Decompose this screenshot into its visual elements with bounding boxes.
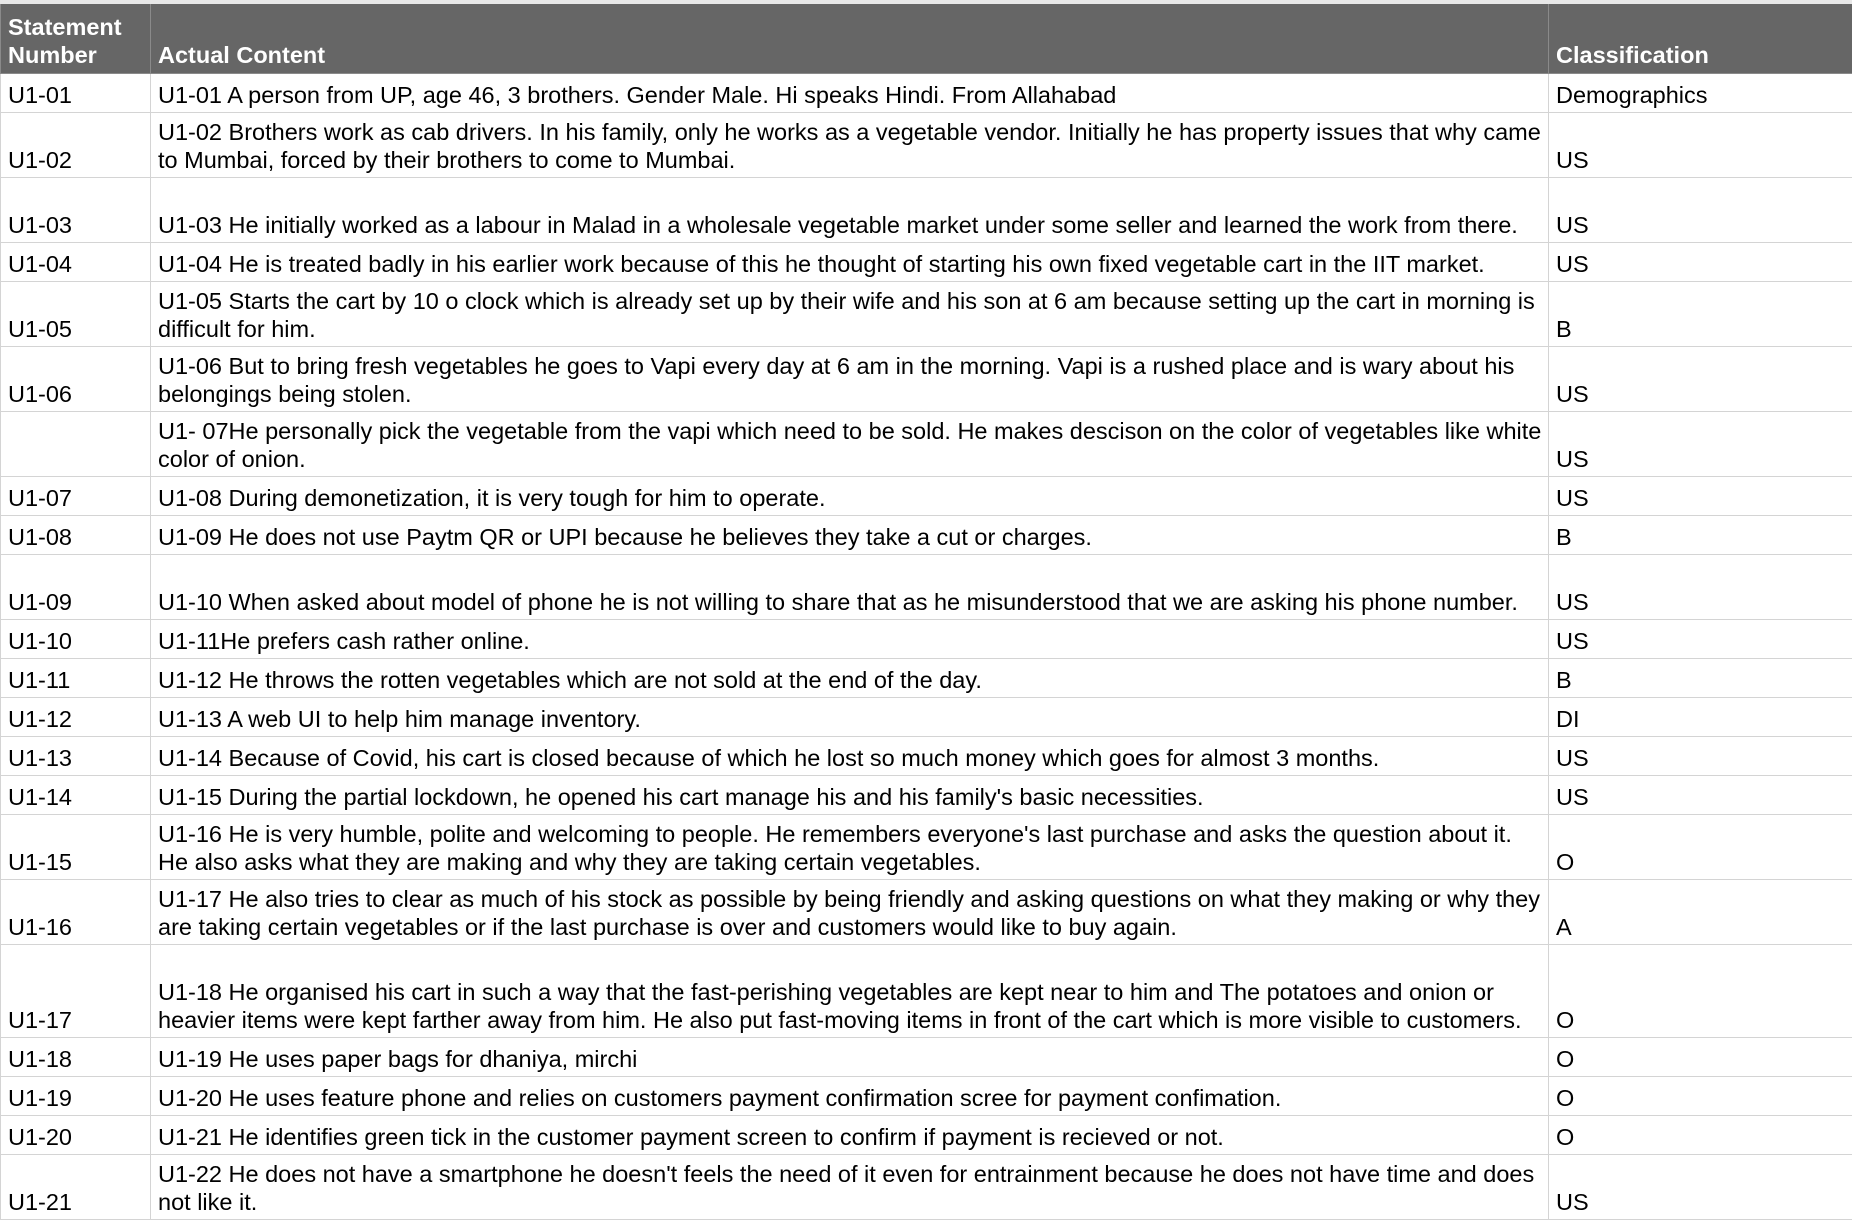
table-row [1, 515, 1852, 554]
classification-cell[interactable]: US [1549, 411, 1852, 476]
actual-content-cell[interactable]: U1-12 He throws the rotten vegetables which are not sold at the end of the day. [151, 658, 1549, 697]
classification-cell[interactable]: O [1549, 814, 1852, 879]
actual-content-cell[interactable]: U1-18 He organised his cart in such a way that the fast-perishing vegetables are kept near to him and The potatoes and onion or heavier items were kept farther away from him. He also put fast-moving items in front of the cart which is more visible to customers. [151, 944, 1549, 1037]
actual-content-cell[interactable]: U1-06 But to bring fresh vegetables he goes to Vapi every day at 6 am in the morning. Vapi is a rushed place and is wary about his belongings being stolen. [151, 346, 1549, 411]
statement-number-cell[interactable]: U1-08 [1, 515, 151, 554]
actual-content-cell[interactable]: U1-03 He initially worked as a labour in Malad in a wholesale vegetable market under some seller and learned the work from there. [151, 177, 1549, 242]
statement-number-cell[interactable]: U1-19 [1, 1076, 151, 1115]
table-row [1, 697, 1852, 736]
classification-cell[interactable]: US [1549, 1154, 1852, 1219]
statement-number-cell[interactable]: U1-05 [1, 281, 151, 346]
classification-cell[interactable]: US [1549, 242, 1852, 281]
classification-cell[interactable]: O [1549, 944, 1852, 1037]
classification-cell[interactable]: US [1549, 775, 1852, 814]
statement-number-cell[interactable] [1, 411, 151, 476]
classification-cell[interactable]: DI [1549, 697, 1852, 736]
table-row [1, 658, 1852, 697]
classification-cell[interactable]: O [1549, 1115, 1852, 1154]
statement-number-cell[interactable]: U1-09 [1, 554, 151, 619]
actual-content-cell[interactable]: U1-16 He is very humble, polite and welcoming to people. He remembers everyone's last purchase and asks the question about it. He also asks what they are making and why they are taking certain vegetables. [151, 814, 1549, 879]
header-actual-content[interactable]: Actual Content [151, 2, 1549, 73]
table-row [1, 814, 1852, 879]
table-row [1, 1037, 1852, 1076]
table-row [1, 554, 1852, 619]
table-row [1, 281, 1852, 346]
table-row [1, 736, 1852, 775]
table-row [1, 112, 1852, 177]
statement-number-cell[interactable]: U1-20 [1, 1115, 151, 1154]
statement-number-cell[interactable]: U1-02 [1, 112, 151, 177]
classification-cell[interactable]: B [1549, 515, 1852, 554]
actual-content-cell[interactable]: U1-08 During demonetization, it is very tough for him to operate. [151, 476, 1549, 515]
statement-number-cell[interactable]: U1-15 [1, 814, 151, 879]
actual-content-cell[interactable]: U1-19 He uses paper bags for dhaniya, mirchi [151, 1037, 1549, 1076]
actual-content-cell[interactable]: U1-15 During the partial lockdown, he opened his cart manage his and his family's basic necessities. [151, 775, 1549, 814]
actual-content-cell[interactable]: U1-10 When asked about model of phone he is not willing to share that as he misunderstood that we are asking his phone number. [151, 554, 1549, 619]
header-statement-number[interactable]: Statement Number [1, 2, 151, 73]
statement-number-cell[interactable]: U1-21 [1, 1154, 151, 1219]
table-row [1, 879, 1852, 944]
statement-number-cell[interactable]: U1-11 [1, 658, 151, 697]
statement-number-cell[interactable]: U1-04 [1, 242, 151, 281]
actual-content-cell[interactable]: U1-01 A person from UP, age 46, 3 brothers. Gender Male. Hi speaks Hindi. From Allahabad [151, 73, 1549, 112]
classification-cell[interactable]: Demographics [1549, 73, 1852, 112]
actual-content-cell[interactable]: U1-09 He does not use Paytm QR or UPI because he believes they take a cut or charges. [151, 515, 1549, 554]
statement-number-cell[interactable]: U1-01 [1, 73, 151, 112]
classification-cell[interactable]: O [1549, 1076, 1852, 1115]
statement-number-cell[interactable]: U1-03 [1, 177, 151, 242]
classification-cell[interactable]: B [1549, 281, 1852, 346]
actual-content-cell[interactable]: U1- 07He personally pick the vegetable from the vapi which need to be sold. He makes descison on the color of vegetables like white color of onion. [151, 411, 1549, 476]
actual-content-cell[interactable]: U1-17 He also tries to clear as much of his stock as possible by being friendly and asking questions on what they making or why they are taking certain vegetables or if the last purchase is over and customers would like to buy again. [151, 879, 1549, 944]
classification-cell[interactable]: US [1549, 177, 1852, 242]
table-row [1, 73, 1852, 112]
statement-number-cell[interactable]: U1-12 [1, 697, 151, 736]
table-row [1, 1115, 1852, 1154]
statement-number-cell[interactable]: U1-07 [1, 476, 151, 515]
classification-cell[interactable]: US [1549, 476, 1852, 515]
table-row [1, 346, 1852, 411]
actual-content-cell[interactable]: U1-04 He is treated badly in his earlier work because of this he thought of starting his own fixed vegetable cart in the IIT market. [151, 242, 1549, 281]
actual-content-cell[interactable]: U1-02 Brothers work as cab drivers. In his family, only he works as a vegetable vendor. Initially he has property issues that why came to Mumbai, forced by their brothers to come to Mumbai. [151, 112, 1549, 177]
table-row [1, 1076, 1852, 1115]
table-row [1, 411, 1852, 476]
actual-content-cell[interactable]: U1-20 He uses feature phone and relies on customers payment confirmation scree for payment confimation. [151, 1076, 1549, 1115]
actual-content-cell[interactable]: U1-21 He identifies green tick in the customer payment screen to confirm if payment is recieved or not. [151, 1115, 1549, 1154]
table-row [1, 619, 1852, 658]
classification-cell[interactable]: A [1549, 879, 1852, 944]
table-row [1, 177, 1852, 242]
statement-number-cell[interactable]: U1-14 [1, 775, 151, 814]
classification-cell[interactable]: US [1549, 619, 1852, 658]
statement-number-cell[interactable]: U1-16 [1, 879, 151, 944]
actual-content-cell[interactable]: U1-11He prefers cash rather online. [151, 619, 1549, 658]
statement-number-cell[interactable]: U1-06 [1, 346, 151, 411]
statement-number-cell[interactable]: U1-13 [1, 736, 151, 775]
actual-content-cell[interactable]: U1-13 A web UI to help him manage inventory. [151, 697, 1549, 736]
header-row [1, 2, 1852, 73]
statement-number-cell[interactable]: U1-17 [1, 944, 151, 1037]
table-row [1, 242, 1852, 281]
table-row [1, 944, 1852, 1037]
actual-content-cell[interactable]: U1-14 Because of Covid, his cart is closed because of which he lost so much money which goes for almost 3 months. [151, 736, 1549, 775]
classification-cell[interactable]: US [1549, 346, 1852, 411]
classification-cell[interactable]: US [1549, 554, 1852, 619]
header-classification[interactable]: Classification [1549, 2, 1852, 73]
statement-number-cell[interactable]: U1-10 [1, 619, 151, 658]
actual-content-cell[interactable]: U1-05 Starts the cart by 10 o clock which is already set up by their wife and his son at 6 am because setting up the cart in morning is difficult for him. [151, 281, 1549, 346]
actual-content-cell[interactable]: U1-22 He does not have a smartphone he doesn't feels the need of it even for entrainment because he does not have time and does not like it. [151, 1154, 1549, 1219]
table-row [1, 476, 1852, 515]
table-row [1, 1154, 1852, 1219]
classification-cell[interactable]: B [1549, 658, 1852, 697]
classification-cell[interactable]: US [1549, 736, 1852, 775]
classification-cell[interactable]: O [1549, 1037, 1852, 1076]
classification-cell[interactable]: US [1549, 112, 1852, 177]
statement-number-cell[interactable]: U1-18 [1, 1037, 151, 1076]
table-row [1, 775, 1852, 814]
